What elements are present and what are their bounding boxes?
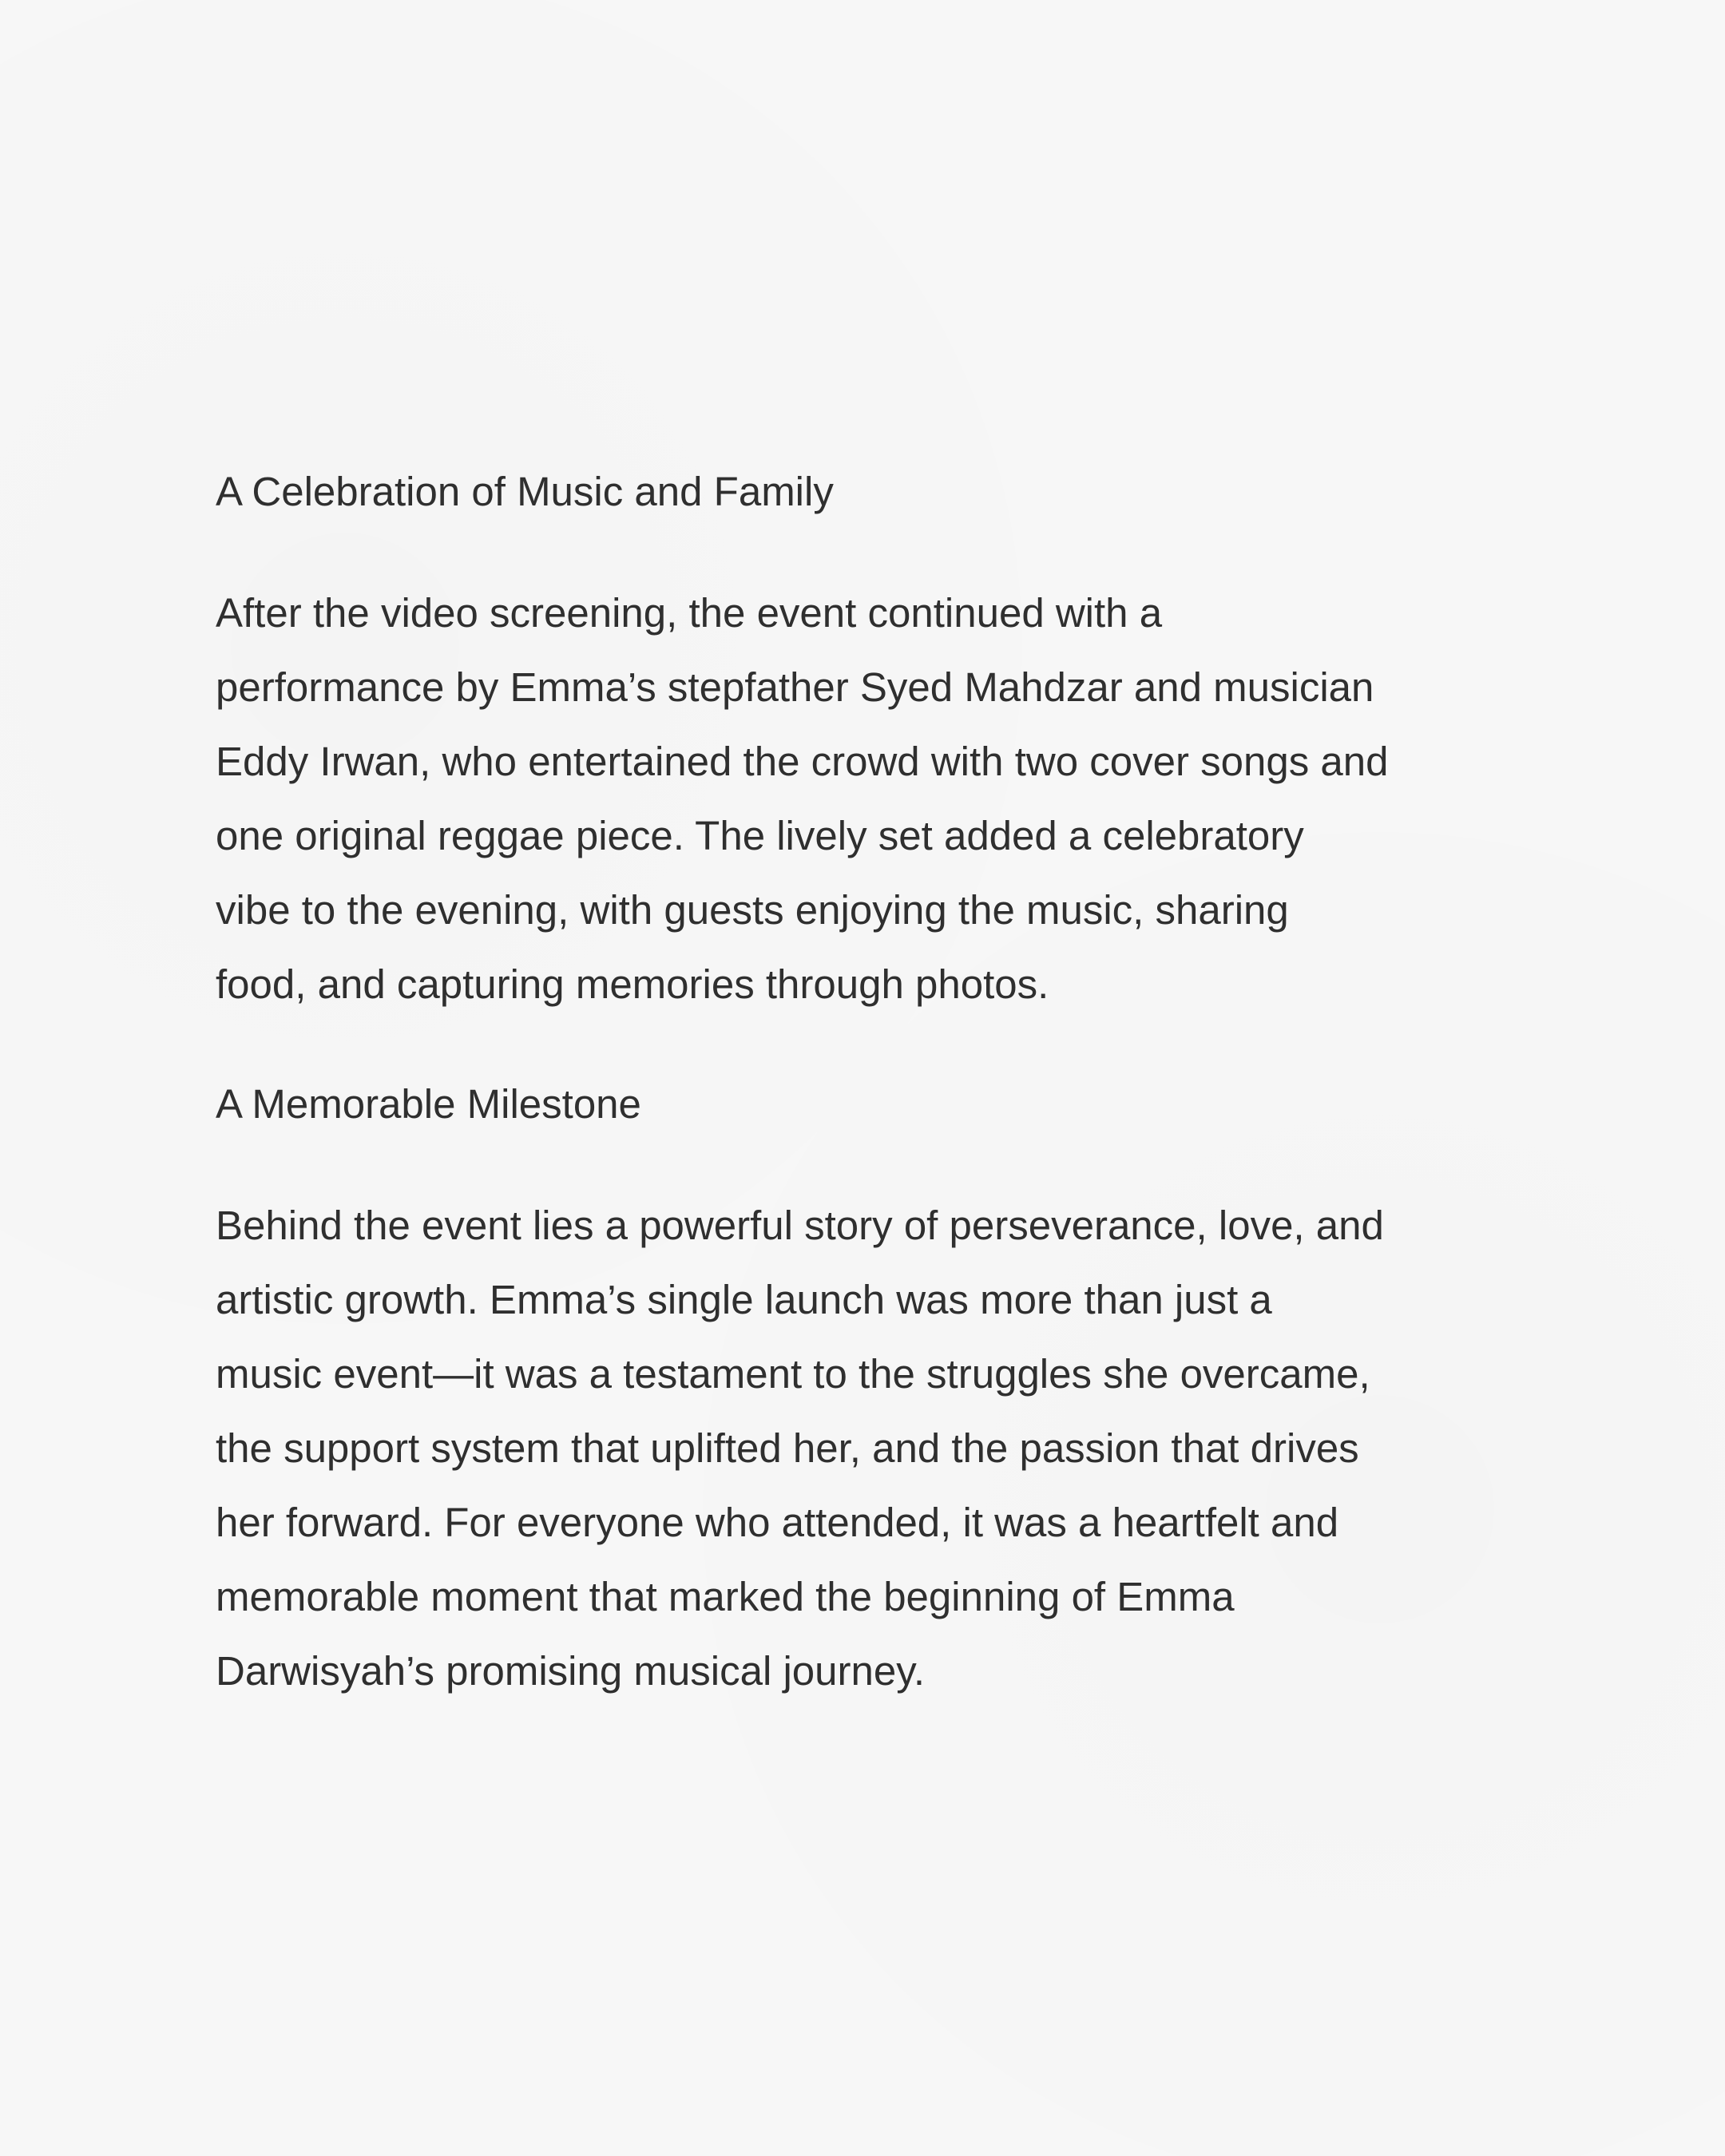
- paragraph-line: Darwisyah’s promising musical journey.: [216, 1648, 926, 1694]
- paragraph-line: Behind the event lies a powerful story of perseverance, love, and: [216, 1203, 1384, 1248]
- paragraph-line: the support system that uplifted her, and the passion that drives: [216, 1425, 1359, 1471]
- paragraph-line: memorable moment that marked the beginning of Emma: [216, 1574, 1235, 1619]
- paragraph-milestone: [216, 1188, 1384, 1708]
- paragraph-line: vibe to the evening, with guests enjoying the music, sharing: [216, 887, 1289, 933]
- paragraph-line: music event—it was a testament to the struggles she overcame,: [216, 1351, 1370, 1397]
- paragraph-line: artistic growth. Emma’s single launch was more than just a: [216, 1277, 1272, 1322]
- section-heading-milestone: A Memorable Milestone: [216, 1081, 641, 1127]
- paragraph-celebration: [216, 576, 1388, 1021]
- paragraph-line: her forward. For everyone who attended, it was a heartfelt and: [216, 1500, 1339, 1545]
- paragraph-line: one original reggae piece. The lively set added a celebratory: [216, 813, 1304, 858]
- paragraph-line: performance by Emma’s stepfather Syed Mahdzar and musician: [216, 664, 1374, 710]
- paragraph-line: Eddy Irwan, who entertained the crowd with two cover songs and: [216, 739, 1389, 784]
- paragraph-line: After the video screening, the event continued with a: [216, 590, 1163, 636]
- paragraph-line: food, and capturing memories through photos.: [216, 961, 1049, 1007]
- section-heading-celebration: A Celebration of Music and Family: [216, 469, 834, 514]
